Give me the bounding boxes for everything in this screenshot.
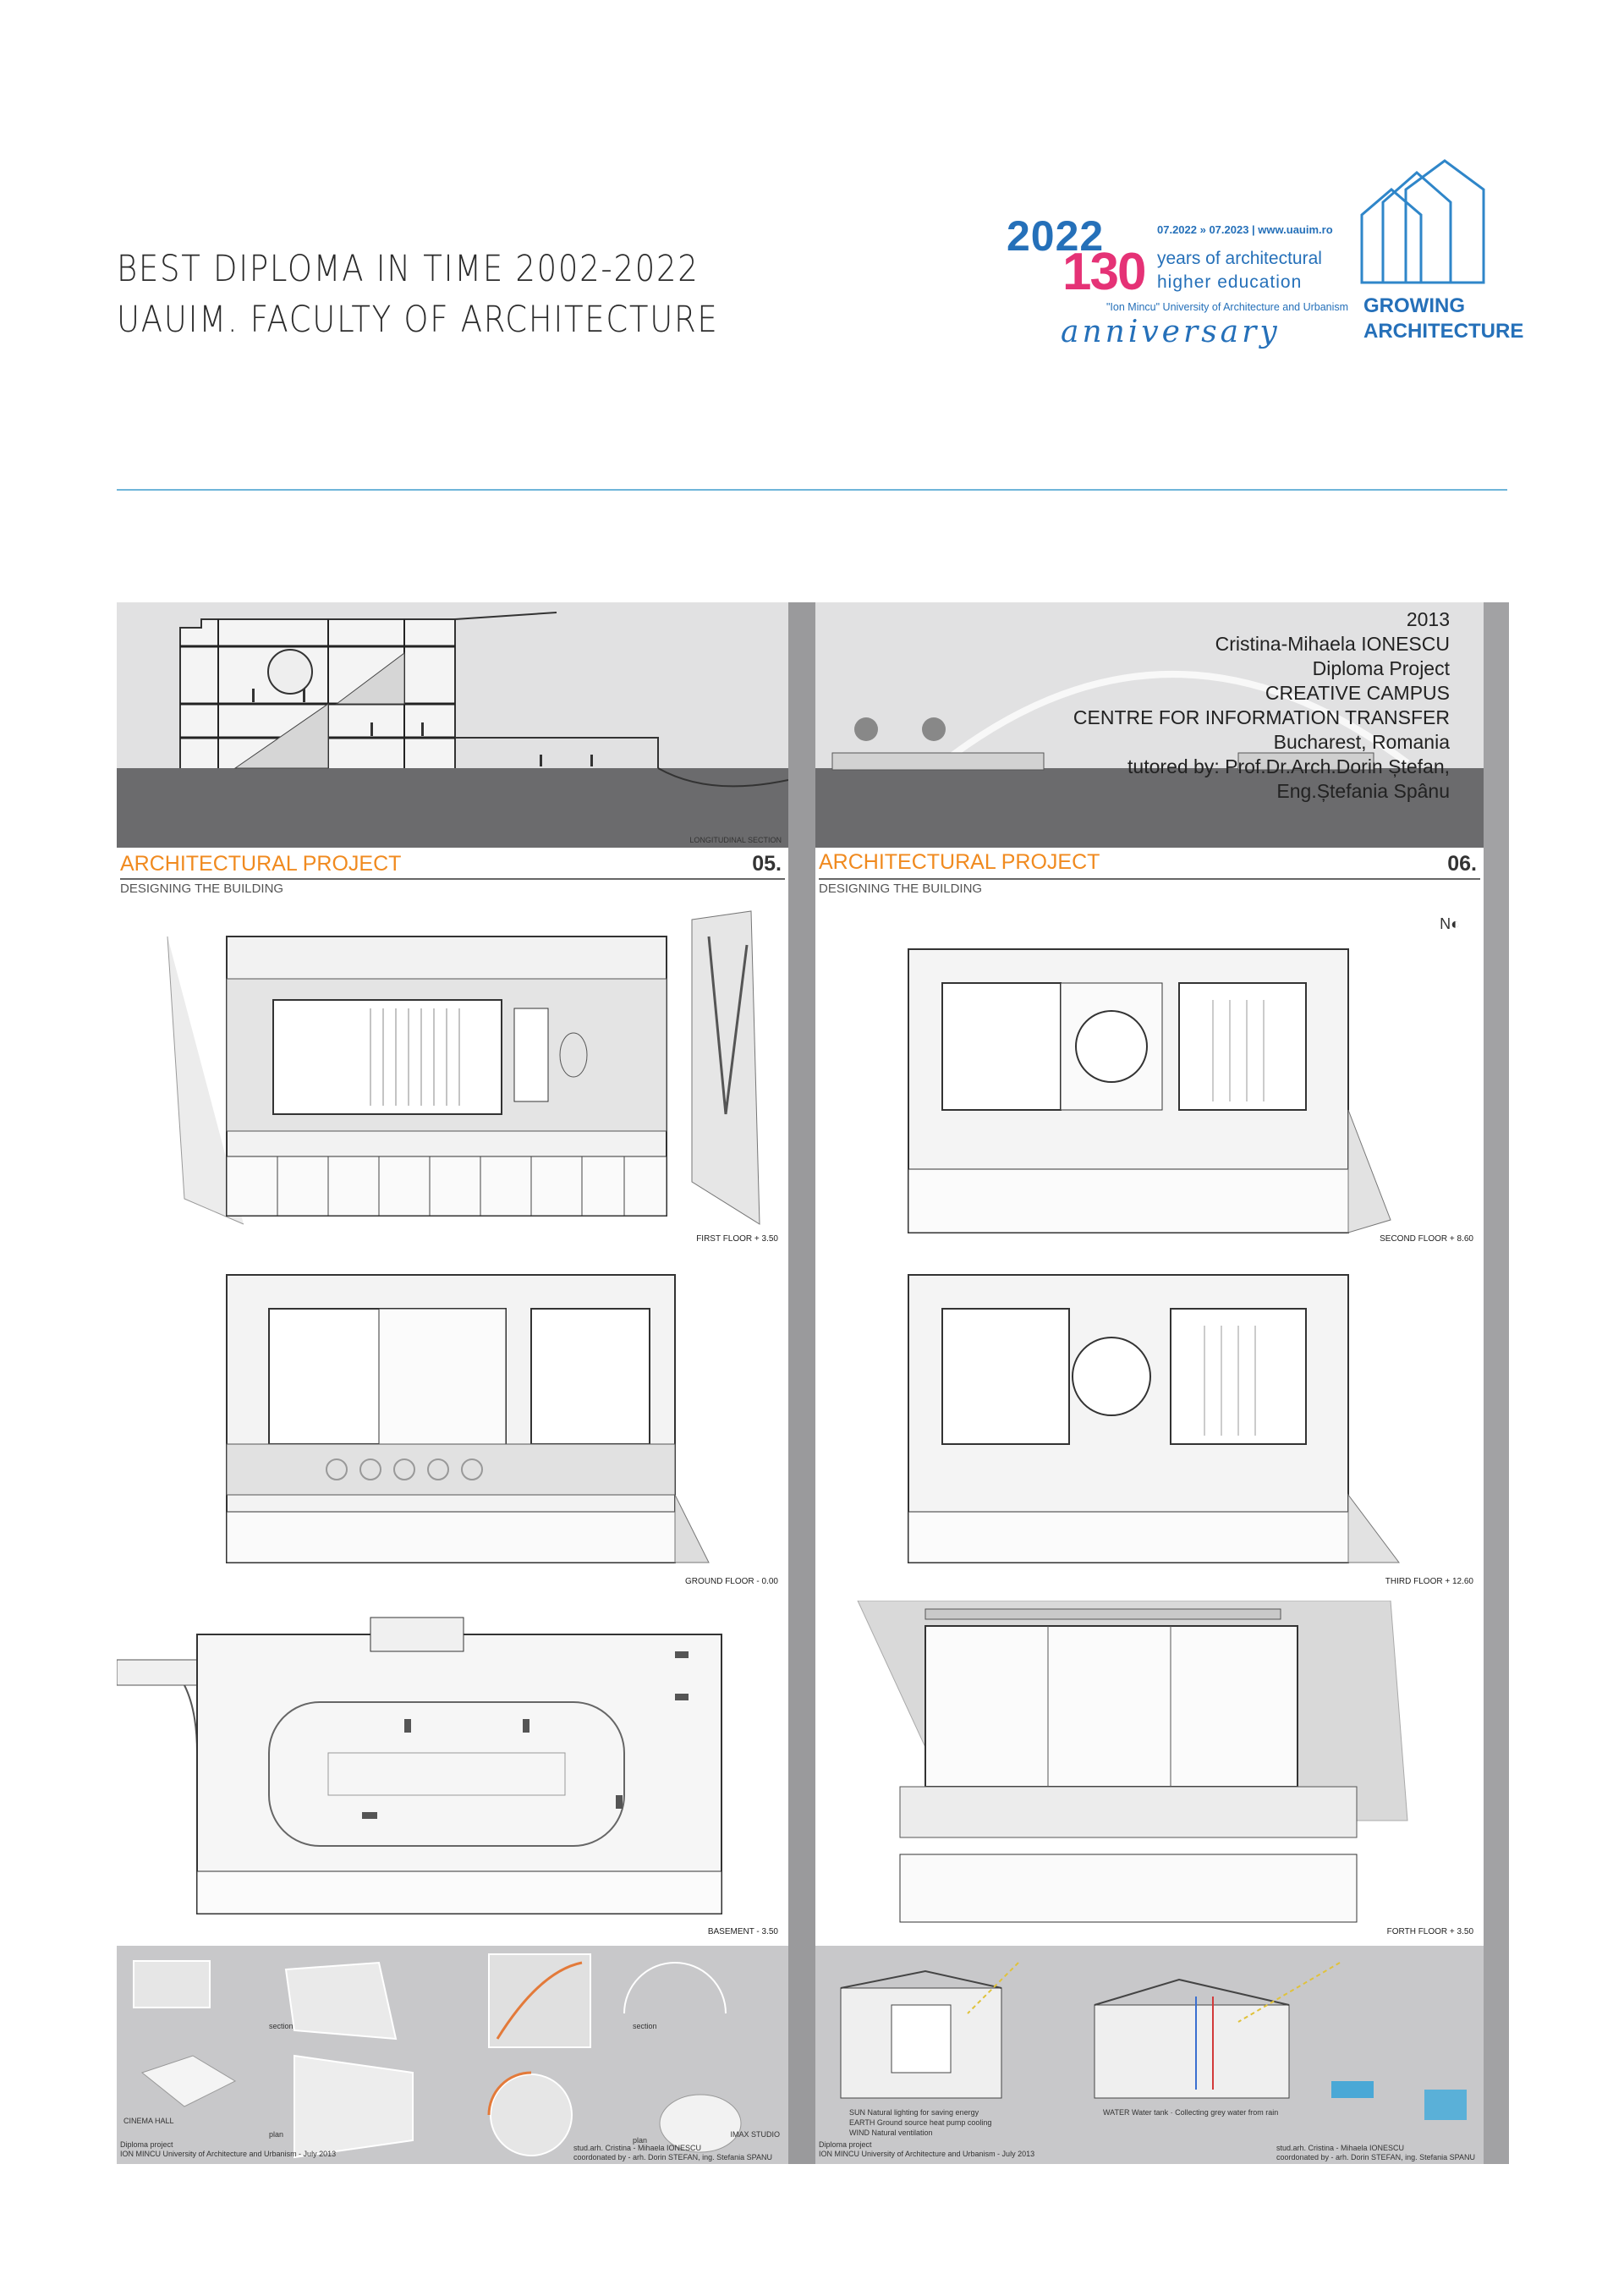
credit-line4-right: coordonated by - arh. Dorin STEFAN, ing. Stefania SPANU — [1276, 2153, 1475, 2161]
sun-note: SUN Natural lighting for saving energy — [849, 2108, 979, 2117]
project-subtitle: CENTRE FOR INFORMATION TRANSFER — [1073, 706, 1450, 728]
panel06-title-rule — [819, 878, 1480, 880]
plan-basement — [117, 1601, 788, 1939]
panel05-title: ARCHITECTURAL PROJECT — [120, 852, 402, 876]
studies-drawing — [117, 1946, 788, 2164]
panel06-page-number: 06. — [1447, 852, 1477, 876]
ground-floor-label: GROUND FLOOR - 0.00 — [684, 1577, 778, 1586]
section-label: LONGITUDINAL SECTION — [689, 836, 782, 844]
third-floor-label: THIRD FLOOR + 12.60 — [1385, 1577, 1473, 1586]
panel06-subtitle: DESIGNING THE BUILDING — [819, 882, 983, 896]
section-a-label: section — [269, 2022, 294, 2030]
houses-icon — [1353, 156, 1522, 291]
project-tutor1: tutored by: Prof.Dr.Arch.Dorin Ștefan, — [1127, 755, 1450, 777]
third-floor-drawing — [815, 1258, 1484, 1588]
board-edge-bar — [1484, 602, 1509, 2164]
credit-line1: Diploma project — [120, 2140, 173, 2149]
credit-line2: ION MINCU University of Architecture and Urbanism - July 2013 — [120, 2150, 337, 2158]
anniversary-dates: 07.2022 » 07.2023 | www.uauim.ro — [1157, 223, 1333, 236]
project-location: Bucharest, Romania — [1273, 731, 1450, 753]
credit-line3: stud.arh. Cristina - Mihaela IONESCU — [573, 2144, 702, 2152]
project-author: Cristina-Mihaela IONESCU — [1215, 633, 1450, 655]
panel-gap — [788, 602, 815, 2164]
anniversary-number: 130 — [1062, 243, 1145, 301]
anniversary-line3: "Ion Mincu" University of Architecture and Urbanism — [1106, 301, 1349, 313]
credit-line1-right: Diploma project — [819, 2140, 872, 2149]
cinema-hall-label: CINEMA HALL — [123, 2117, 174, 2125]
second-floor-drawing — [815, 941, 1484, 1245]
growing-line2: ARCHITECTURE — [1363, 320, 1524, 343]
basement-label: BASEMENT - 3.50 — [707, 1927, 778, 1936]
section-drawing — [117, 602, 788, 848]
project-info — [1073, 607, 1450, 804]
growing-line1: GROWING — [1363, 294, 1465, 317]
board-panel-05 — [117, 602, 788, 2164]
project-tutor2: Eng.Ștefania Spânu — [1276, 780, 1450, 802]
plan-ground-floor — [117, 1258, 788, 1588]
wind-note: WIND Natural ventilation — [849, 2128, 933, 2137]
imax-studio-label: IMAX STUDIO — [730, 2130, 780, 2139]
plan-first-floor — [117, 903, 788, 1245]
panel05-page-number: 05. — [752, 852, 782, 876]
cinema-imax-studies — [117, 1946, 788, 2164]
credit-line4: coordonated by - arh. Dorin STEFAN, ing. Stefania SPANU — [573, 2153, 772, 2161]
growing-architecture-logo — [1353, 156, 1522, 359]
project-title: CREATIVE CAMPUS — [1265, 682, 1450, 704]
page-title — [117, 244, 719, 345]
sustainability-diagrams — [815, 1946, 1484, 2164]
earth-note: EARTH Ground source heat pump cooling — [849, 2118, 992, 2127]
credit-line2-right: ION MINCU University of Architecture and Urbanism - July 2013 — [819, 2150, 1035, 2158]
basement-drawing — [117, 1601, 788, 1939]
plan-third-floor — [815, 1258, 1484, 1588]
plan-b-label: plan — [633, 2136, 648, 2145]
first-floor-drawing — [117, 903, 788, 1245]
panel05-subtitle: DESIGNING THE BUILDING — [120, 882, 284, 896]
section-b-label: section — [633, 2022, 657, 2030]
north-arrow-icon: N◐ — [1440, 915, 1460, 932]
anniversary-line2: higher education — [1157, 272, 1303, 292]
second-floor-label: SECOND FLOOR + 8.60 — [1380, 1234, 1473, 1244]
board-panel-06 — [815, 602, 1484, 2164]
diploma-board — [117, 602, 1509, 2164]
panel05-title-rule — [120, 878, 785, 880]
water-note: WATER Water tank · Collecting grey water from rain — [1103, 2108, 1279, 2117]
project-type: Diploma Project — [1312, 657, 1450, 679]
first-floor-label: FIRST FLOOR + 3.50 — [696, 1234, 778, 1244]
plan-second-floor — [815, 941, 1484, 1245]
page-title-line2: UAUIM. FACULTY OF ARCHITECTURE — [117, 299, 719, 341]
credit-line3-right: stud.arh. Cristina - Mihaela IONESCU — [1276, 2144, 1405, 2152]
header-divider — [117, 489, 1507, 491]
section-continuation-drawing — [815, 602, 1484, 848]
anniversary-logo — [1007, 211, 1349, 355]
forth-floor-drawing — [815, 1601, 1484, 1939]
anniversary-year: 2022 — [1007, 212, 1105, 260]
project-year: 2013 — [1406, 608, 1450, 630]
plan-forth-floor — [815, 1601, 1484, 1939]
panel06-title: ARCHITECTURAL PROJECT — [819, 850, 1100, 874]
plan-a-label: plan — [269, 2130, 284, 2139]
page-title-line1: BEST DIPLOMA IN TIME 2002-2022 — [117, 248, 700, 290]
forth-floor-label: FORTH FLOOR + 3.50 — [1386, 1927, 1473, 1936]
north-label: N — [1440, 915, 1451, 932]
anniversary-line4: anniversary — [1061, 315, 1281, 349]
longitudinal-section-drawing — [117, 602, 788, 848]
anniversary-line1: years of architectural — [1157, 249, 1322, 268]
ground-floor-drawing — [117, 1258, 788, 1588]
